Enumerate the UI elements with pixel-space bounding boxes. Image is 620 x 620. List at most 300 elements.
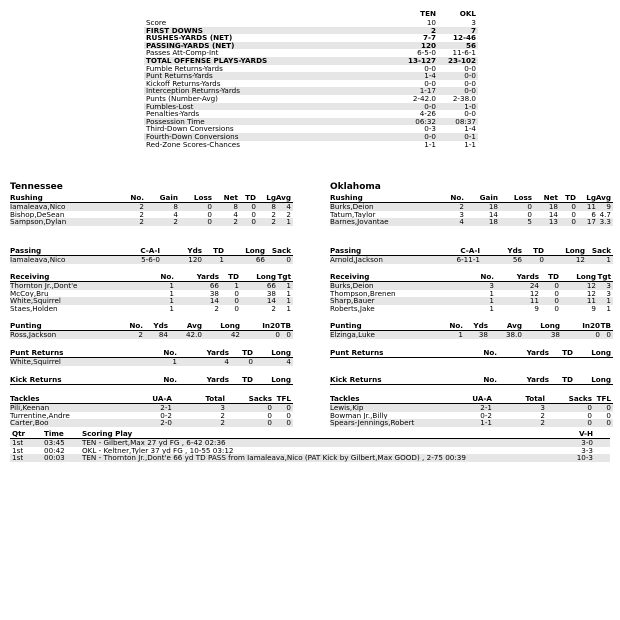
stat-value: 56 <box>512 255 522 264</box>
summary-row-label: Interception Returns-Yards <box>146 86 240 96</box>
player-name: Bowman Jr.,Billy <box>330 410 388 420</box>
column-header: Yards <box>206 375 229 384</box>
stat-value: 2 <box>220 418 225 428</box>
stat-value: 2 <box>540 410 545 420</box>
stat-value: 0 <box>234 303 239 313</box>
column-header: TD <box>242 348 253 357</box>
stat-value: 4 <box>224 357 229 366</box>
column-header: TB <box>280 321 291 330</box>
stat-value: 0 <box>587 418 592 428</box>
table-row <box>10 218 293 226</box>
stat-value: 2 <box>233 217 238 227</box>
summary-row-team1-value: 6-5-0 <box>417 48 436 58</box>
summary-row-label: TOTAL OFFENSE PLAYS-YARDS <box>146 55 268 65</box>
section-title: Punt Returns <box>10 348 64 357</box>
stat-value: 0 <box>251 202 256 211</box>
stat-value: 0 <box>571 217 576 227</box>
section-title: Tackles <box>10 394 40 403</box>
punting-table <box>330 322 613 339</box>
table-row <box>330 419 613 427</box>
summary-row-team1-value: 0-0 <box>424 63 436 73</box>
summary-row-team1-value: 06:32 <box>415 116 436 126</box>
stat-value: 1 <box>169 296 174 306</box>
kick-returns-table <box>330 376 613 385</box>
stat-value: 1 <box>286 281 291 290</box>
punting-table <box>10 322 293 339</box>
column-header: Net <box>223 193 238 202</box>
table-row <box>10 282 293 290</box>
summary-row-team1-value: 7-7 <box>423 33 436 43</box>
column-header: Qtr <box>12 429 26 438</box>
stat-value: 38.0 <box>505 330 522 339</box>
stat-value: 9 <box>591 303 596 313</box>
summary-row-label: Score <box>146 18 167 27</box>
stat-value: 0 <box>275 330 280 339</box>
stat-value: 8 <box>173 202 178 211</box>
section-title: Punt Returns <box>330 348 384 357</box>
stat-value: 2 <box>459 202 464 211</box>
summary-row <box>144 141 478 149</box>
stat-value: 9 <box>606 202 611 211</box>
summary-row-team1-value: 1-17 <box>419 86 436 96</box>
column-header: TFL <box>276 394 291 403</box>
stat-value: 11 <box>586 296 596 306</box>
scoring-play: TEN - Gilbert,Max 27 yd FG , 6-42 02:36 <box>82 438 226 447</box>
stat-value: 2 <box>220 410 225 420</box>
column-header: Long <box>565 246 585 255</box>
stat-value: 0 <box>267 403 272 412</box>
stat-value: 1 <box>172 357 177 366</box>
column-header: Yds <box>507 246 522 255</box>
column-header: Yards <box>516 272 539 281</box>
section-title: Rushing <box>330 193 363 202</box>
stat-value: 5 <box>527 217 532 227</box>
column-header: TFL <box>596 394 611 403</box>
stat-value: 1 <box>458 330 463 339</box>
player-name: Tatum,Taylor <box>330 209 376 219</box>
section-title: Receiving <box>10 272 50 281</box>
column-header: In20 <box>582 321 600 330</box>
player-name: Carter,Boo <box>10 418 49 428</box>
stat-value: 12 <box>529 288 539 298</box>
summary-row-team2-value: 0-0 <box>464 86 476 96</box>
stat-value: 17 <box>586 217 596 227</box>
stat-value: 1 <box>169 288 174 298</box>
punt-returns-table <box>330 349 613 358</box>
stat-value: 0 <box>207 209 212 219</box>
stat-value: 0 <box>207 202 212 211</box>
passing-table <box>330 247 613 264</box>
stat-value: 1 <box>234 281 239 290</box>
scoring-row <box>10 454 610 462</box>
section-title: Punting <box>10 321 42 330</box>
column-header: Avg <box>595 193 611 202</box>
stat-value: 2 <box>139 209 144 219</box>
summary-row-team1-value: 0-3 <box>424 124 436 134</box>
column-header: Total <box>205 394 225 403</box>
score-v-h: 3-0 <box>581 438 593 447</box>
stat-value: 4 <box>286 357 291 366</box>
stat-value: 13 <box>548 217 558 227</box>
column-header: Gain <box>159 193 178 202</box>
column-header: TD <box>562 375 573 384</box>
summary-row-team2-value: 1-4 <box>464 124 476 134</box>
summary-row-team1-value: 13-127 <box>408 55 436 65</box>
column-header: TD <box>213 246 224 255</box>
stat-value: 0 <box>251 209 256 219</box>
player-name: Ross,Jackson <box>10 330 57 339</box>
column-header: No. <box>483 375 497 384</box>
stat-value: 3 <box>459 209 464 219</box>
column-header: No. <box>163 348 177 357</box>
tackles-table <box>10 395 293 427</box>
column-header: Yards <box>196 272 219 281</box>
stat-value: 0 <box>527 209 532 219</box>
player-name: Arnold,Jackson <box>330 255 383 264</box>
player-name: McCoy,Bru <box>10 288 49 298</box>
summary-row-team2-value: 0-0 <box>464 78 476 88</box>
stat-value: 0 <box>286 410 291 420</box>
stat-value: 1 <box>286 217 291 227</box>
summary-row-team2-value: 0-0 <box>464 71 476 81</box>
punt-returns-header <box>330 349 613 358</box>
stat-value: 0 <box>286 255 291 264</box>
column-header: Sack <box>271 246 291 255</box>
stat-value: 2-1 <box>480 403 492 412</box>
summary-row-label: Fumble Returns-Yards <box>146 63 223 73</box>
summary-row-team2-value: 3 <box>471 18 476 27</box>
table-row <box>330 218 613 226</box>
stat-value: 1 <box>169 281 174 290</box>
stat-value: 120 <box>188 255 202 264</box>
table-row <box>10 331 293 339</box>
stat-value: 1 <box>606 296 611 306</box>
column-header: Total <box>525 394 545 403</box>
stat-value: 2 <box>139 202 144 211</box>
stat-value: 2 <box>271 303 276 313</box>
stat-value: 8 <box>271 202 276 211</box>
table-row <box>10 305 293 313</box>
table-row <box>330 305 613 313</box>
stat-value: 3 <box>220 403 225 412</box>
summary-row-team2-value: 08:37 <box>455 116 476 126</box>
stat-value: 3.3 <box>599 217 611 227</box>
stat-value: 42.0 <box>185 330 202 339</box>
summary-row-label: Fourth-Down Conversions <box>146 131 239 141</box>
column-header: Gain <box>479 193 498 202</box>
column-header: No. <box>163 375 177 384</box>
summary-row-team2-value: 56 <box>465 40 476 50</box>
column-header: No. <box>480 272 494 281</box>
player-name: Sampson,Dylan <box>10 217 67 227</box>
summary-row-team1-value: 4-26 <box>419 109 436 119</box>
stat-value: 0 <box>606 410 611 420</box>
stat-value: 66 <box>266 281 276 290</box>
column-header: Long <box>245 246 265 255</box>
stat-value: 14 <box>548 209 558 219</box>
stat-value: 0 <box>234 288 239 298</box>
stat-value: 38 <box>266 288 276 298</box>
table-row <box>10 256 293 264</box>
summary-row-team2-value: 11-6-1 <box>452 48 476 58</box>
stat-value: 18 <box>488 202 498 211</box>
stat-value: 0 <box>606 418 611 428</box>
summary-row-team1-value: 0-0 <box>424 131 436 141</box>
stat-value: 66 <box>255 255 265 264</box>
stat-value: 12 <box>586 281 596 290</box>
stat-value: 2 <box>271 217 276 227</box>
column-header: No. <box>129 321 143 330</box>
table-row <box>10 412 293 420</box>
stat-value: 0 <box>554 296 559 306</box>
tackles-table <box>330 395 613 427</box>
summary-row-team2-value: 2-38.0 <box>452 93 476 103</box>
kick-returns-table <box>10 376 293 385</box>
stat-value: 0 <box>286 418 291 428</box>
stat-value: 2-1 <box>160 403 172 412</box>
column-header: TD <box>228 272 239 281</box>
player-name: Sharp,Bauer <box>330 296 375 306</box>
stat-value: 1 <box>489 296 494 306</box>
stat-value: 1 <box>286 296 291 306</box>
stat-value: 3 <box>540 403 545 412</box>
column-header: Tgt <box>597 272 611 281</box>
table-row <box>330 331 613 339</box>
stat-value: 5-6-0 <box>141 255 160 264</box>
column-header: TD <box>533 246 544 255</box>
stat-value: 1 <box>489 303 494 313</box>
team-stats-summary <box>144 10 478 148</box>
stat-value: 0 <box>207 217 212 227</box>
player-name: Burks,Deion <box>330 202 374 211</box>
stat-value: 14 <box>266 296 276 306</box>
stat-value: 2 <box>139 217 144 227</box>
stat-value: 2 <box>173 217 178 227</box>
column-header: Yards <box>526 375 549 384</box>
column-header: Scoring Play <box>82 429 133 438</box>
column-header: No. <box>160 272 174 281</box>
stat-value: 2 <box>286 209 291 219</box>
tackles-header <box>330 395 613 404</box>
stat-value: 3 <box>606 288 611 298</box>
team-name: Tennessee <box>10 182 63 192</box>
stat-value: 2 <box>540 418 545 428</box>
column-header: Avg <box>275 193 291 202</box>
column-header: Long <box>256 272 276 281</box>
stat-value: 0 <box>539 255 544 264</box>
column-header: Long <box>540 321 560 330</box>
stat-value: 0 <box>606 403 611 412</box>
summary-row-team2-value: 0-0 <box>464 63 476 73</box>
stat-value: 0 <box>267 410 272 420</box>
summary-row-team1-value: 0-0 <box>424 101 436 111</box>
player-name: Turrentine,Andre <box>10 410 70 420</box>
table-row <box>10 358 293 366</box>
column-header: Long <box>220 321 240 330</box>
column-header: Long <box>271 375 291 384</box>
summary-row-team2-value: 1-0 <box>464 101 476 111</box>
stat-value: 12 <box>575 255 585 264</box>
stat-value: 3 <box>606 281 611 290</box>
stat-value: 2 <box>138 330 143 339</box>
summary-row-team1-value: 2-42.0 <box>412 93 436 103</box>
player-name: Roberts,Jake <box>330 303 375 313</box>
stat-value: 4 <box>286 202 291 211</box>
column-header: Yards <box>526 348 549 357</box>
stat-value: 0 <box>606 330 611 339</box>
summary-row-team2-value: 0-1 <box>464 131 476 141</box>
column-header: Sack <box>591 246 611 255</box>
section-title: Kick Returns <box>10 375 62 384</box>
summary-row-label: Penalties-Yards <box>146 109 200 119</box>
stat-value: 0-2 <box>480 410 492 420</box>
summary-row-label: Kickoff Returns-Yards <box>146 78 221 88</box>
summary-row-label: Fumbles-Lost <box>146 101 194 111</box>
summary-row-label: Possession Time <box>146 116 205 126</box>
rushing-table <box>10 194 293 226</box>
stat-value: 14 <box>209 296 219 306</box>
receiving-table <box>330 273 613 312</box>
summary-rows <box>144 19 478 148</box>
column-header: No. <box>450 193 464 202</box>
summary-row-team2-value: 0-0 <box>464 109 476 119</box>
column-header: TD <box>245 193 256 202</box>
stat-value: 2 <box>214 303 219 313</box>
kick-returns-header <box>10 376 293 385</box>
stat-value: 0 <box>595 330 600 339</box>
stat-value: 0 <box>587 410 592 420</box>
stat-value: 0 <box>571 202 576 211</box>
player-name: Elzinga,Luke <box>330 330 375 339</box>
section-title: Kick Returns <box>330 375 382 384</box>
column-header: No. <box>130 193 144 202</box>
column-header: V-H <box>578 429 593 438</box>
scoring-summary <box>10 430 610 462</box>
column-header: Yards <box>206 348 229 357</box>
summary-team2-header: OKL <box>459 9 476 18</box>
summary-row-label: Punts (Number-Avg) <box>146 93 218 103</box>
column-header: TD <box>548 272 559 281</box>
stat-value: 0 <box>251 217 256 227</box>
stat-value: 1 <box>169 303 174 313</box>
stat-value: 18 <box>548 202 558 211</box>
summary-row-label: PASSING-YARDS (NET) <box>146 40 235 50</box>
stat-value: 84 <box>158 330 168 339</box>
player-name: White,Squirrel <box>10 296 61 306</box>
stat-value: 1 <box>606 303 611 313</box>
section-title: Rushing <box>10 193 43 202</box>
player-name: Pili,Keenan <box>10 403 50 412</box>
player-name: White,Squirrel <box>10 357 61 366</box>
punt-returns-table <box>10 349 293 366</box>
stat-value: 6 <box>591 209 596 219</box>
time: 03:45 <box>44 438 65 447</box>
column-header: Lg <box>586 193 596 202</box>
stat-value: 0 <box>234 296 239 306</box>
stat-value: 0 <box>571 209 576 219</box>
stat-value: 4 <box>233 209 238 219</box>
stat-value: 4 <box>173 209 178 219</box>
column-header: C-A-I <box>460 246 480 255</box>
section-title: Tackles <box>330 394 360 403</box>
column-header: C-A-I <box>140 246 160 255</box>
stat-value: 14 <box>488 209 498 219</box>
passing-table <box>10 247 293 264</box>
stat-value: 1 <box>606 255 611 264</box>
score-v-h: 10-3 <box>576 453 593 463</box>
stat-value: 1 <box>286 288 291 298</box>
summary-row-team1-value: 10 <box>426 18 436 27</box>
player-name: Staes,Holden <box>10 303 58 313</box>
section-title: Receiving <box>330 272 370 281</box>
stat-value: 0 <box>267 418 272 428</box>
team-name: Oklahoma <box>330 182 381 192</box>
column-header: Yds <box>153 321 168 330</box>
score-v-h: 3-3 <box>581 445 593 455</box>
stat-value: 12 <box>586 288 596 298</box>
stat-value: 0-2 <box>160 410 172 420</box>
time: 00:03 <box>44 453 65 463</box>
summary-row-team2-value: 7 <box>470 25 476 35</box>
stat-value: 66 <box>209 281 219 290</box>
summary-row-team2-value: 1-1 <box>464 139 476 149</box>
column-header: In20 <box>262 321 280 330</box>
stat-value: 6-11-1 <box>456 255 480 264</box>
player-name: Barnes,Jovantae <box>330 217 389 227</box>
section-title: Punting <box>330 321 362 330</box>
column-header: TB <box>600 321 611 330</box>
summary-team1-header: TEN <box>420 9 436 18</box>
stat-value: 9 <box>534 303 539 313</box>
stat-value: 11 <box>529 296 539 306</box>
column-header: No. <box>483 348 497 357</box>
stat-value: 1-1 <box>480 418 492 428</box>
column-header: Avg <box>506 321 522 330</box>
summary-row-team1-value: 2 <box>430 25 436 35</box>
player-name: Burks,Deion <box>330 281 374 290</box>
stat-value: 2 <box>271 209 276 219</box>
section-title: Passing <box>10 246 42 255</box>
summary-row-team2-value: 23-102 <box>448 55 476 65</box>
quarter: 1st <box>12 438 24 447</box>
column-header: Lg <box>266 193 276 202</box>
player-name: Lewis,Kip <box>330 403 364 412</box>
summary-row-label: Punt Returns-Yards <box>146 71 213 81</box>
kick-returns-header <box>330 376 613 385</box>
column-header: Long <box>591 375 611 384</box>
stat-value: 4.7 <box>599 209 611 219</box>
player-name: Iamaleava,Nico <box>10 202 66 211</box>
table-row <box>330 256 613 264</box>
column-header: UA-A <box>152 394 172 403</box>
column-header: Loss <box>193 193 212 202</box>
stat-value: 0 <box>554 281 559 290</box>
stat-value: 0 <box>554 288 559 298</box>
quarter: 1st <box>12 445 24 455</box>
time: 00:42 <box>44 445 65 455</box>
player-name: Thornton Jr.,Dont'e <box>10 281 78 290</box>
stat-value: 42 <box>230 330 240 339</box>
summary-row-team1-value: 0-0 <box>424 78 436 88</box>
stat-value: 0 <box>587 403 592 412</box>
section-title: Passing <box>330 246 362 255</box>
column-header: Loss <box>513 193 532 202</box>
scoring-play: OKL - Keltner,Tyler 37 yd FG , 10-55 03:12 <box>82 445 234 455</box>
column-header: Net <box>543 193 558 202</box>
column-header: Yds <box>187 246 202 255</box>
summary-row-team1-value: 1-1 <box>424 139 436 149</box>
column-header: Tgt <box>277 272 291 281</box>
